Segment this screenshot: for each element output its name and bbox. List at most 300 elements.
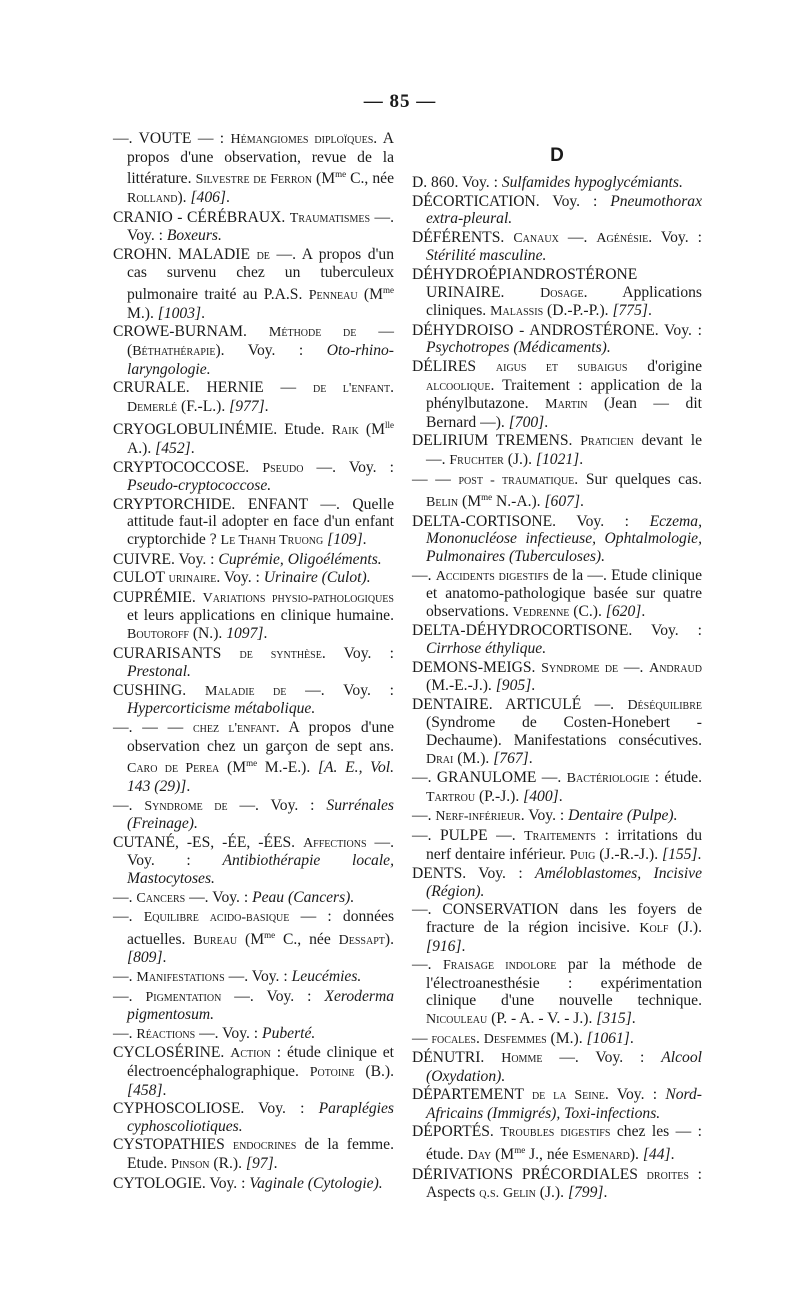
entry-text: —. bbox=[113, 796, 145, 814]
entry-smallcaps: Kolf bbox=[639, 920, 669, 936]
entry-reference: 1097] bbox=[226, 625, 264, 642]
entry-text: me bbox=[264, 929, 276, 940]
index-entry bbox=[113, 645, 394, 681]
entry-reference: Vaginale (Cytologie). bbox=[249, 1174, 383, 1192]
entry-smallcaps: urinaire bbox=[168, 571, 217, 587]
entry-text: CRYPTORCHIDE. ENFANT —. Quelle attitude faut-il adopter en face d'un enfant cryptorchide ? bbox=[113, 495, 394, 549]
entry-text: DÉCORTICATION. Voy. : bbox=[412, 192, 611, 210]
entry-text: . bbox=[162, 949, 167, 967]
entry-text: CRYPTOCOCCOSE. bbox=[113, 458, 263, 476]
index-entry bbox=[113, 988, 394, 1024]
entry-text: DENTAIRE. ARTICULÉ —. bbox=[412, 695, 628, 713]
entry-text: ). Voy. : bbox=[215, 341, 327, 359]
entry-reference: [1061] bbox=[586, 1029, 630, 1047]
entry-smallcaps: Syndrome de bbox=[144, 798, 228, 814]
index-entry bbox=[412, 1123, 702, 1164]
entry-text: CRANIO - CÉRÉBRAUX. bbox=[113, 208, 290, 226]
index-entry bbox=[412, 432, 702, 469]
entry-smallcaps: Praticien bbox=[580, 434, 634, 450]
entry-text: DEMONS-MEIGS. bbox=[412, 658, 542, 676]
entry-smallcaps: Esmenard bbox=[572, 1148, 630, 1164]
index-entry bbox=[412, 358, 702, 431]
entry-smallcaps: Equilibre acido-basique bbox=[143, 910, 290, 926]
entry-reference: [809] bbox=[127, 949, 163, 967]
entry-smallcaps: Affections bbox=[303, 835, 367, 851]
entry-reference: Alcool (Oxydation). bbox=[426, 1049, 702, 1085]
entry-text: (J.). bbox=[503, 450, 536, 468]
entry-smallcaps: Penneau bbox=[308, 288, 358, 304]
entry-text: . Voy. : bbox=[604, 1086, 666, 1104]
entry-text: CUIVRE. Voy. : bbox=[113, 550, 219, 568]
entry-text: (M bbox=[237, 930, 265, 948]
index-entry bbox=[113, 682, 394, 718]
entry-smallcaps: Pseudo bbox=[262, 460, 304, 476]
entry-text: . bbox=[558, 787, 563, 805]
entry-text: —. Voy. : bbox=[185, 888, 253, 906]
entry-text: ). bbox=[629, 1146, 643, 1164]
entry-text: . A propos d'une observation chez un garçon de sept ans. bbox=[127, 718, 394, 755]
entry-reference: Pneumothorax extra-pleural. bbox=[426, 192, 702, 228]
entry-text: et leurs applications en clinique humaine. bbox=[127, 607, 394, 625]
entry-reference: [452] bbox=[155, 440, 191, 458]
entry-text: —. Voy. : bbox=[221, 987, 325, 1005]
entry-smallcaps: Puig bbox=[569, 847, 596, 863]
entry-text: (N.). bbox=[188, 625, 227, 642]
entry-smallcaps: Le Thanh Truong bbox=[220, 533, 324, 549]
entry-text: DENTS. Voy. : bbox=[412, 865, 536, 883]
entry-text: DELTA-DÉHYDROCORTISONE. Voy. : bbox=[412, 622, 702, 640]
entry-reference: [44] bbox=[642, 1146, 671, 1164]
entry-reference: Stérilité masculine. bbox=[426, 247, 547, 265]
entry-text: —. Voy. : bbox=[286, 681, 394, 699]
entry-reference: Puberté. bbox=[262, 1024, 316, 1042]
index-entry bbox=[412, 193, 702, 228]
entry-smallcaps: Pigmentation bbox=[145, 989, 222, 1005]
entry-smallcaps: Homme bbox=[501, 1051, 543, 1067]
entry-text: M.). bbox=[127, 304, 158, 322]
entry-text: — — bbox=[412, 470, 459, 488]
entry-text: . bbox=[544, 413, 549, 431]
entry-reference: Urinaire (Culot). bbox=[263, 569, 371, 587]
index-entry bbox=[113, 496, 394, 550]
entry-text: —. — — bbox=[113, 718, 193, 736]
entry-reference: Boxeurs. bbox=[166, 227, 222, 245]
entry-smallcaps: Dessapt bbox=[338, 932, 385, 948]
index-entry bbox=[412, 174, 702, 192]
entry-reference: [400] bbox=[523, 787, 559, 805]
right-entries bbox=[412, 174, 702, 1203]
index-entry bbox=[412, 1166, 702, 1203]
entry-text: —. Voy. : bbox=[127, 208, 394, 245]
entry-text: CYTOLOGIE. Voy. : bbox=[113, 1174, 250, 1192]
entry-smallcaps: focales bbox=[431, 1031, 476, 1047]
entry-text: —. bbox=[113, 968, 137, 986]
entry-smallcaps: Nerf-inférieur bbox=[435, 809, 521, 825]
index-entry bbox=[412, 1030, 702, 1049]
index-entry bbox=[412, 865, 702, 900]
entry-text: —. Voy. : bbox=[542, 1049, 662, 1067]
entry-text: —. bbox=[113, 1024, 137, 1042]
entry-text: DÉRIVATIONS PRÉCORDIALES bbox=[412, 1165, 647, 1183]
page-number: — 85 — bbox=[363, 91, 437, 112]
entry-smallcaps: Fraisage indolore bbox=[443, 958, 557, 974]
entry-text: par la méthode de l'électroanesthésie : expérimentation clinique d'une nouvelle technique. bbox=[426, 956, 702, 1010]
entry-text: . bbox=[263, 625, 268, 642]
index-entry bbox=[412, 266, 702, 321]
entry-reference: [406] bbox=[190, 188, 226, 206]
entry-reference: Hypercorticisme métabolique. bbox=[127, 700, 316, 718]
entry-text: C., née bbox=[275, 930, 339, 948]
entry-reference: Cirrhose éthylique. bbox=[426, 640, 547, 658]
entry-smallcaps: Day bbox=[467, 1148, 492, 1164]
entry-text: DELTA-CORTISONE. Voy. : bbox=[412, 512, 650, 530]
index-entry bbox=[412, 1049, 702, 1085]
entry-text: —. bbox=[558, 228, 597, 246]
entry-text: : Aspects bbox=[426, 1165, 702, 1202]
entry-smallcaps: post - traumatique bbox=[458, 472, 575, 488]
entry-text: . bbox=[390, 379, 394, 397]
entry-reference: [799] bbox=[567, 1184, 604, 1202]
entry-reference: [700] bbox=[508, 413, 545, 431]
entry-smallcaps: Troubles digestifs bbox=[500, 1125, 611, 1141]
entry-smallcaps: de synthèse bbox=[239, 646, 322, 662]
entry-reference: [767] bbox=[493, 749, 529, 767]
entry-text: —. CONSERVATION dans les foyers de fracture de la région incisive. bbox=[412, 901, 702, 936]
entry-reference: [315] bbox=[596, 1009, 632, 1027]
entry-smallcaps: Andraud bbox=[649, 660, 702, 676]
entry-smallcaps: Raik bbox=[331, 423, 359, 439]
entry-text: N.-A.). bbox=[492, 493, 545, 511]
index-entry bbox=[412, 471, 702, 512]
entry-reference: Surrénales (Freinage). bbox=[127, 796, 394, 833]
entry-text: CYPHOSCOLIOSE. Voy. : bbox=[113, 1100, 319, 1118]
entry-text: . bbox=[475, 1029, 484, 1047]
entry-text: —. bbox=[113, 888, 137, 906]
index-entry bbox=[412, 622, 702, 657]
entry-text: . bbox=[697, 845, 702, 863]
entry-text: . bbox=[162, 1081, 167, 1099]
entry-text: C., née bbox=[346, 170, 394, 188]
entry-text: CUSHING. bbox=[113, 681, 205, 699]
entry-smallcaps: Fruchter bbox=[449, 452, 504, 468]
entry-text: —. PULPE —. bbox=[412, 826, 525, 844]
entry-text: lle bbox=[385, 420, 394, 431]
entry-text: ). bbox=[177, 188, 191, 206]
entry-text: (P.-J.). bbox=[475, 787, 524, 805]
entry-text: (J.). bbox=[535, 1184, 568, 1202]
entry-text: D. 860. Voy. : bbox=[412, 174, 502, 191]
entry-text: —. Voy. : bbox=[227, 796, 327, 814]
entry-smallcaps: Traumatismes bbox=[289, 210, 371, 226]
entry-text: CROHN. MALADIE bbox=[113, 245, 257, 263]
index-entry bbox=[412, 827, 702, 864]
entry-text: CUTANÉ, -ES, -ÉE, -ÉES. bbox=[113, 833, 304, 851]
entry-text: DELIRIUM TREMENS. bbox=[412, 432, 581, 450]
entry-reference: [905] bbox=[495, 677, 532, 695]
entry-text: CYSTOPATHIES bbox=[113, 1136, 233, 1154]
entry-text: . bbox=[362, 531, 367, 549]
entry-reference: Peau (Cancers). bbox=[252, 888, 355, 906]
entry-reference: Paraplégies cyphoscoliotiques. bbox=[127, 1100, 394, 1135]
entry-reference: Cuprémie, Oligoéléments. bbox=[218, 550, 382, 568]
entry-text: (M bbox=[491, 1146, 515, 1164]
entry-text: —. GRANULOME —. bbox=[412, 769, 567, 787]
entry-text: me bbox=[514, 1145, 526, 1156]
entry-reference: Pseudo-cryptococcose. bbox=[127, 477, 272, 495]
entry-text: . bbox=[273, 1155, 278, 1172]
entry-smallcaps: Syndrome de bbox=[541, 660, 619, 676]
entry-text: (F.-L.). bbox=[177, 397, 230, 415]
entry-smallcaps: Desfemmes bbox=[483, 1031, 547, 1047]
entry-smallcaps: Demerlé bbox=[127, 399, 178, 415]
entry-text: . bbox=[670, 1146, 675, 1164]
entry-text: —. A propos d'un cas survenu chez un tuberculeux pulmonaire traité au P.A.S. bbox=[127, 245, 394, 304]
left-column bbox=[113, 130, 394, 1193]
entry-reference: [109] bbox=[327, 531, 363, 549]
entry-text: . bbox=[461, 937, 466, 955]
entry-text: —. bbox=[412, 956, 444, 974]
index-entry bbox=[412, 769, 702, 806]
index-entry bbox=[113, 1136, 394, 1173]
entry-text: (M bbox=[219, 759, 247, 777]
right-column bbox=[412, 146, 702, 1204]
entry-text: . bbox=[201, 304, 205, 322]
entry-smallcaps: Pinson bbox=[171, 1157, 210, 1172]
entry-smallcaps: de bbox=[256, 247, 270, 263]
entry-text: (C.). bbox=[569, 602, 606, 620]
entry-text: (J.-R.-J.). bbox=[595, 845, 662, 863]
entry-text: . bbox=[579, 450, 584, 468]
entry-text: CYCLOSÉRINE. bbox=[113, 1044, 231, 1062]
entry-text: . Traitement : application de la phénylbutazone. bbox=[426, 376, 702, 413]
entry-text: DÉLIRES bbox=[412, 357, 496, 375]
entry-text: DÉPARTEMENT bbox=[412, 1086, 532, 1104]
entry-text: . bbox=[190, 440, 195, 458]
entry-text: (M.). bbox=[546, 1029, 587, 1047]
index-entry bbox=[412, 322, 702, 357]
index-entry bbox=[113, 889, 394, 908]
section-letter: D bbox=[550, 145, 564, 166]
index-entry bbox=[113, 834, 394, 888]
entry-text: . bbox=[264, 397, 269, 415]
entry-text: : étude. bbox=[649, 769, 702, 787]
entry-smallcaps: Caro de Perea bbox=[127, 761, 220, 777]
index-entry bbox=[412, 513, 702, 566]
entry-text: CROWE-BURNAM. bbox=[113, 323, 269, 341]
index-entry bbox=[412, 956, 702, 1028]
entry-reference: Prestonal. bbox=[127, 663, 191, 681]
entry-text: — bbox=[412, 1029, 432, 1047]
entry-text: M.-E.). bbox=[257, 759, 318, 777]
entry-text: . Voy. : bbox=[216, 569, 264, 587]
index-entry bbox=[412, 659, 702, 695]
entry-reference: [155] bbox=[662, 845, 698, 863]
entry-smallcaps: alcoolique bbox=[426, 378, 491, 394]
entry-text: . Sur quelques cas. bbox=[574, 470, 702, 488]
entry-smallcaps: aigus et subaigus bbox=[495, 359, 628, 375]
entry-text: (D.-P.-P.). bbox=[543, 302, 613, 320]
entry-text: (M bbox=[357, 286, 383, 304]
index-entry bbox=[113, 551, 394, 569]
entry-text: (P. - A. - V. - J.). bbox=[487, 1009, 597, 1027]
entry-text: —. bbox=[412, 566, 436, 584]
entry-text: : étude clinique et électroencéphalographique. bbox=[127, 1044, 394, 1081]
entry-text: —. bbox=[618, 658, 650, 676]
entry-reference: [1021] bbox=[535, 450, 580, 468]
entry-smallcaps: Action bbox=[230, 1046, 271, 1062]
entry-text: me bbox=[246, 758, 258, 769]
entry-reference: [977] bbox=[229, 397, 265, 415]
index-entry bbox=[412, 1086, 702, 1122]
entry-text: (B.). bbox=[354, 1063, 394, 1081]
entry-reference: Antibiothérapie locale, Mastocytoses. bbox=[127, 852, 395, 887]
entry-text: . bbox=[603, 1184, 608, 1202]
entry-text: : irritations du nerf dentaire inférieur. bbox=[426, 826, 702, 863]
entry-smallcaps: Bactériologie bbox=[566, 771, 650, 787]
entry-text: DÉHYDROÉPIANDROSTÉRONE URINAIRE. bbox=[412, 265, 638, 301]
entry-text: (M.-E.-J.). bbox=[426, 677, 496, 695]
index-entry bbox=[412, 807, 702, 826]
index-entry bbox=[412, 229, 702, 265]
entry-text: DÉFÉRENTS. bbox=[412, 228, 514, 246]
entry-smallcaps: de la Seine bbox=[531, 1088, 605, 1104]
entry-reference: [458] bbox=[127, 1081, 163, 1099]
index-entry bbox=[113, 246, 394, 323]
entry-text: d'origine bbox=[627, 357, 702, 375]
entry-smallcaps: Déséquilibre bbox=[627, 697, 702, 713]
entry-smallcaps: Gelin bbox=[502, 1186, 536, 1202]
entry-text: . bbox=[631, 1009, 636, 1027]
entry-smallcaps: Potoine bbox=[309, 1065, 355, 1081]
index-entry bbox=[412, 696, 702, 768]
entry-text: . Voy. : bbox=[520, 807, 569, 825]
index-entry bbox=[113, 1175, 394, 1193]
entry-text: J., née bbox=[525, 1146, 573, 1164]
entry-smallcaps: chez l'enfant bbox=[192, 720, 276, 736]
entry-text: me bbox=[383, 284, 394, 295]
entry-smallcaps: Variations physio-pathologiques bbox=[202, 590, 394, 606]
entry-text: —. Voy. : bbox=[195, 1024, 263, 1042]
index-entry bbox=[113, 1025, 394, 1044]
index-entry bbox=[113, 589, 394, 644]
entry-text: DÉNUTRI. bbox=[412, 1049, 502, 1067]
entry-text: —. bbox=[113, 987, 146, 1005]
entry-smallcaps: Canaux bbox=[513, 230, 559, 246]
entry-reference: [607] bbox=[544, 493, 581, 511]
entry-reference: [775] bbox=[612, 302, 648, 320]
entry-text: . Voy. : bbox=[321, 644, 394, 662]
entry-text: (M bbox=[358, 421, 385, 439]
entry-smallcaps: Accidents digestifs bbox=[435, 568, 549, 584]
entry-text: —. Voy. : bbox=[303, 458, 395, 476]
entry-smallcaps: de l'enfant bbox=[312, 381, 391, 397]
entry-text: . bbox=[641, 602, 646, 620]
entry-reference: [97] bbox=[245, 1155, 274, 1172]
entry-reference: Dentaire (Pulpe). bbox=[568, 807, 678, 825]
entry-text: . A propos d'une observation, revue de la littérature. bbox=[127, 130, 394, 188]
entry-text: . Applications cliniques. bbox=[426, 283, 702, 320]
entry-smallcaps: Rolland bbox=[127, 190, 178, 206]
entry-text: . bbox=[531, 677, 536, 695]
entry-smallcaps: Malassis bbox=[490, 304, 544, 320]
entry-smallcaps: Martin bbox=[545, 397, 588, 413]
entry-text: de la —. Etude clinique et anatomo-pathologique basée sur quatre observations. bbox=[426, 566, 703, 620]
entry-text: CUPRÉMIE. bbox=[113, 588, 203, 606]
entry-reference: [916] bbox=[426, 937, 462, 955]
entry-text: CULOT bbox=[113, 569, 169, 587]
entry-text: —. bbox=[412, 807, 436, 825]
entry-text: CURARISANTS bbox=[113, 644, 240, 662]
entry-text: . bbox=[528, 749, 533, 767]
entry-reference: Améloblastomes, Incisive (Région). bbox=[426, 865, 702, 900]
entry-text: devant le —. bbox=[426, 432, 702, 468]
entry-reference: Eczema, Mononucléose infectieuse, Ophtalmologie, Pulmonaires (Tuberculoses). bbox=[426, 512, 702, 566]
entry-smallcaps: Béthathérapie bbox=[132, 343, 216, 359]
entry-smallcaps: Hémangiomes diploïques bbox=[230, 132, 374, 147]
index-entry bbox=[113, 569, 394, 588]
entry-text: chez les — : étude. bbox=[426, 1123, 702, 1164]
index-entry bbox=[113, 417, 394, 457]
entry-text: — ( bbox=[127, 323, 394, 359]
index-entry bbox=[113, 459, 394, 495]
entry-text: —. Voy. : bbox=[127, 833, 395, 870]
index-entry bbox=[113, 968, 394, 987]
entry-text: . bbox=[647, 302, 652, 320]
entry-text: DÉHYDROISO - ANDROSTÉRONE. Voy. : bbox=[412, 321, 702, 339]
entry-text: — : données actuelles. bbox=[127, 908, 395, 948]
entry-text: A.). bbox=[127, 440, 156, 458]
entry-reference: Sulfamides hypoglycémiants. bbox=[501, 174, 683, 191]
entry-smallcaps: Boutoroff bbox=[127, 627, 189, 642]
entry-text: —. Voy. : bbox=[224, 968, 292, 986]
entry-reference: Leucémies. bbox=[291, 968, 362, 986]
entry-smallcaps: Agénésie bbox=[596, 230, 649, 246]
entry-smallcaps: Drai bbox=[426, 751, 454, 767]
entry-smallcaps: Bureau bbox=[193, 932, 238, 948]
entry-text: (M bbox=[458, 493, 482, 511]
entry-text: —. VOUTE — : bbox=[113, 130, 231, 147]
entry-text: me bbox=[481, 492, 493, 503]
entry-reference: [620] bbox=[605, 602, 642, 620]
entry-smallcaps: droites bbox=[646, 1167, 689, 1183]
entry-smallcaps: Maladie de bbox=[205, 683, 287, 699]
entry-text: —. bbox=[113, 908, 144, 926]
entry-text: ). bbox=[384, 930, 394, 948]
entry-smallcaps: Tartrou bbox=[426, 789, 476, 805]
entry-text: . Voy. : bbox=[648, 228, 703, 246]
index-entry bbox=[113, 719, 394, 796]
entry-reference: Nord-Africains (Immigrés), Toxi-infections. bbox=[426, 1086, 702, 1122]
entry-smallcaps: Vedrenne bbox=[512, 604, 570, 620]
entry-text: (Syndrome de Costen-Honebert - Dechaume). Manifestations consécutives. bbox=[426, 714, 702, 749]
entry-smallcaps: Traitements bbox=[524, 828, 596, 844]
entry-smallcaps: Silvestre de Ferron bbox=[195, 172, 312, 188]
entry-smallcaps: q.s. bbox=[479, 1186, 500, 1202]
entry-text: DÉPORTÉS. bbox=[412, 1123, 501, 1141]
entry-reference: [1003] bbox=[157, 304, 202, 322]
index-entry bbox=[113, 797, 394, 833]
entry-text: (J.). bbox=[668, 918, 702, 936]
index-entry bbox=[113, 1100, 394, 1135]
entry-smallcaps: Belin bbox=[426, 495, 459, 511]
entry-smallcaps: Méthode de bbox=[268, 325, 357, 341]
entry-text: . bbox=[629, 1029, 634, 1047]
entry-reference: Oto-rhino-laryngologie. bbox=[127, 341, 394, 378]
entry-text: CRURALE. HERNIE — bbox=[113, 379, 313, 397]
entry-reference: Xeroderma pigmentosum. bbox=[127, 987, 394, 1024]
entry-smallcaps: endocrines bbox=[232, 1138, 297, 1154]
index-entry bbox=[113, 323, 394, 378]
